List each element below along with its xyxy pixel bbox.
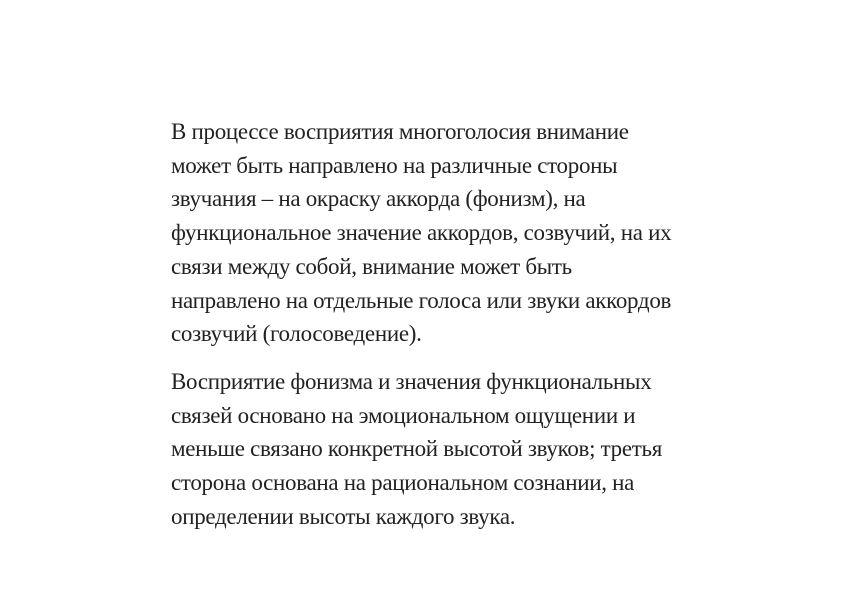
- paragraph-line: функциональное значение аккордов, созвучий, на их: [171, 220, 672, 246]
- paragraph-line: В процессе восприятия многоголосия внимание: [171, 119, 629, 144]
- text-body: [171, 115, 731, 533]
- paragraph-line: Восприятие фонизма и значения функциональных: [171, 368, 652, 394]
- paragraph-1: [171, 115, 731, 351]
- paragraph-line: звучания – на окраску аккорда (фонизм), на: [171, 186, 586, 212]
- paragraph-line: сторона основана на рациональном сознании, на: [171, 470, 635, 496]
- paragraph-line: определении высоты каждого звука.: [171, 503, 516, 529]
- paragraph-line: связи между собой, внимание может быть: [171, 253, 572, 279]
- paragraph-line: направлено на отдельные голоса или звуки аккордов: [171, 287, 672, 313]
- paragraph-2: [171, 365, 731, 534]
- paragraph-line: связей основано на эмоциональном ощущении и: [171, 402, 636, 428]
- paragraph-line: созвучий (голосоведение).: [171, 321, 422, 347]
- paragraph-line: меньше связано конкретной высотой звуков; третья: [171, 436, 662, 462]
- paragraph-line: может быть направлено на различные стороны: [171, 152, 618, 178]
